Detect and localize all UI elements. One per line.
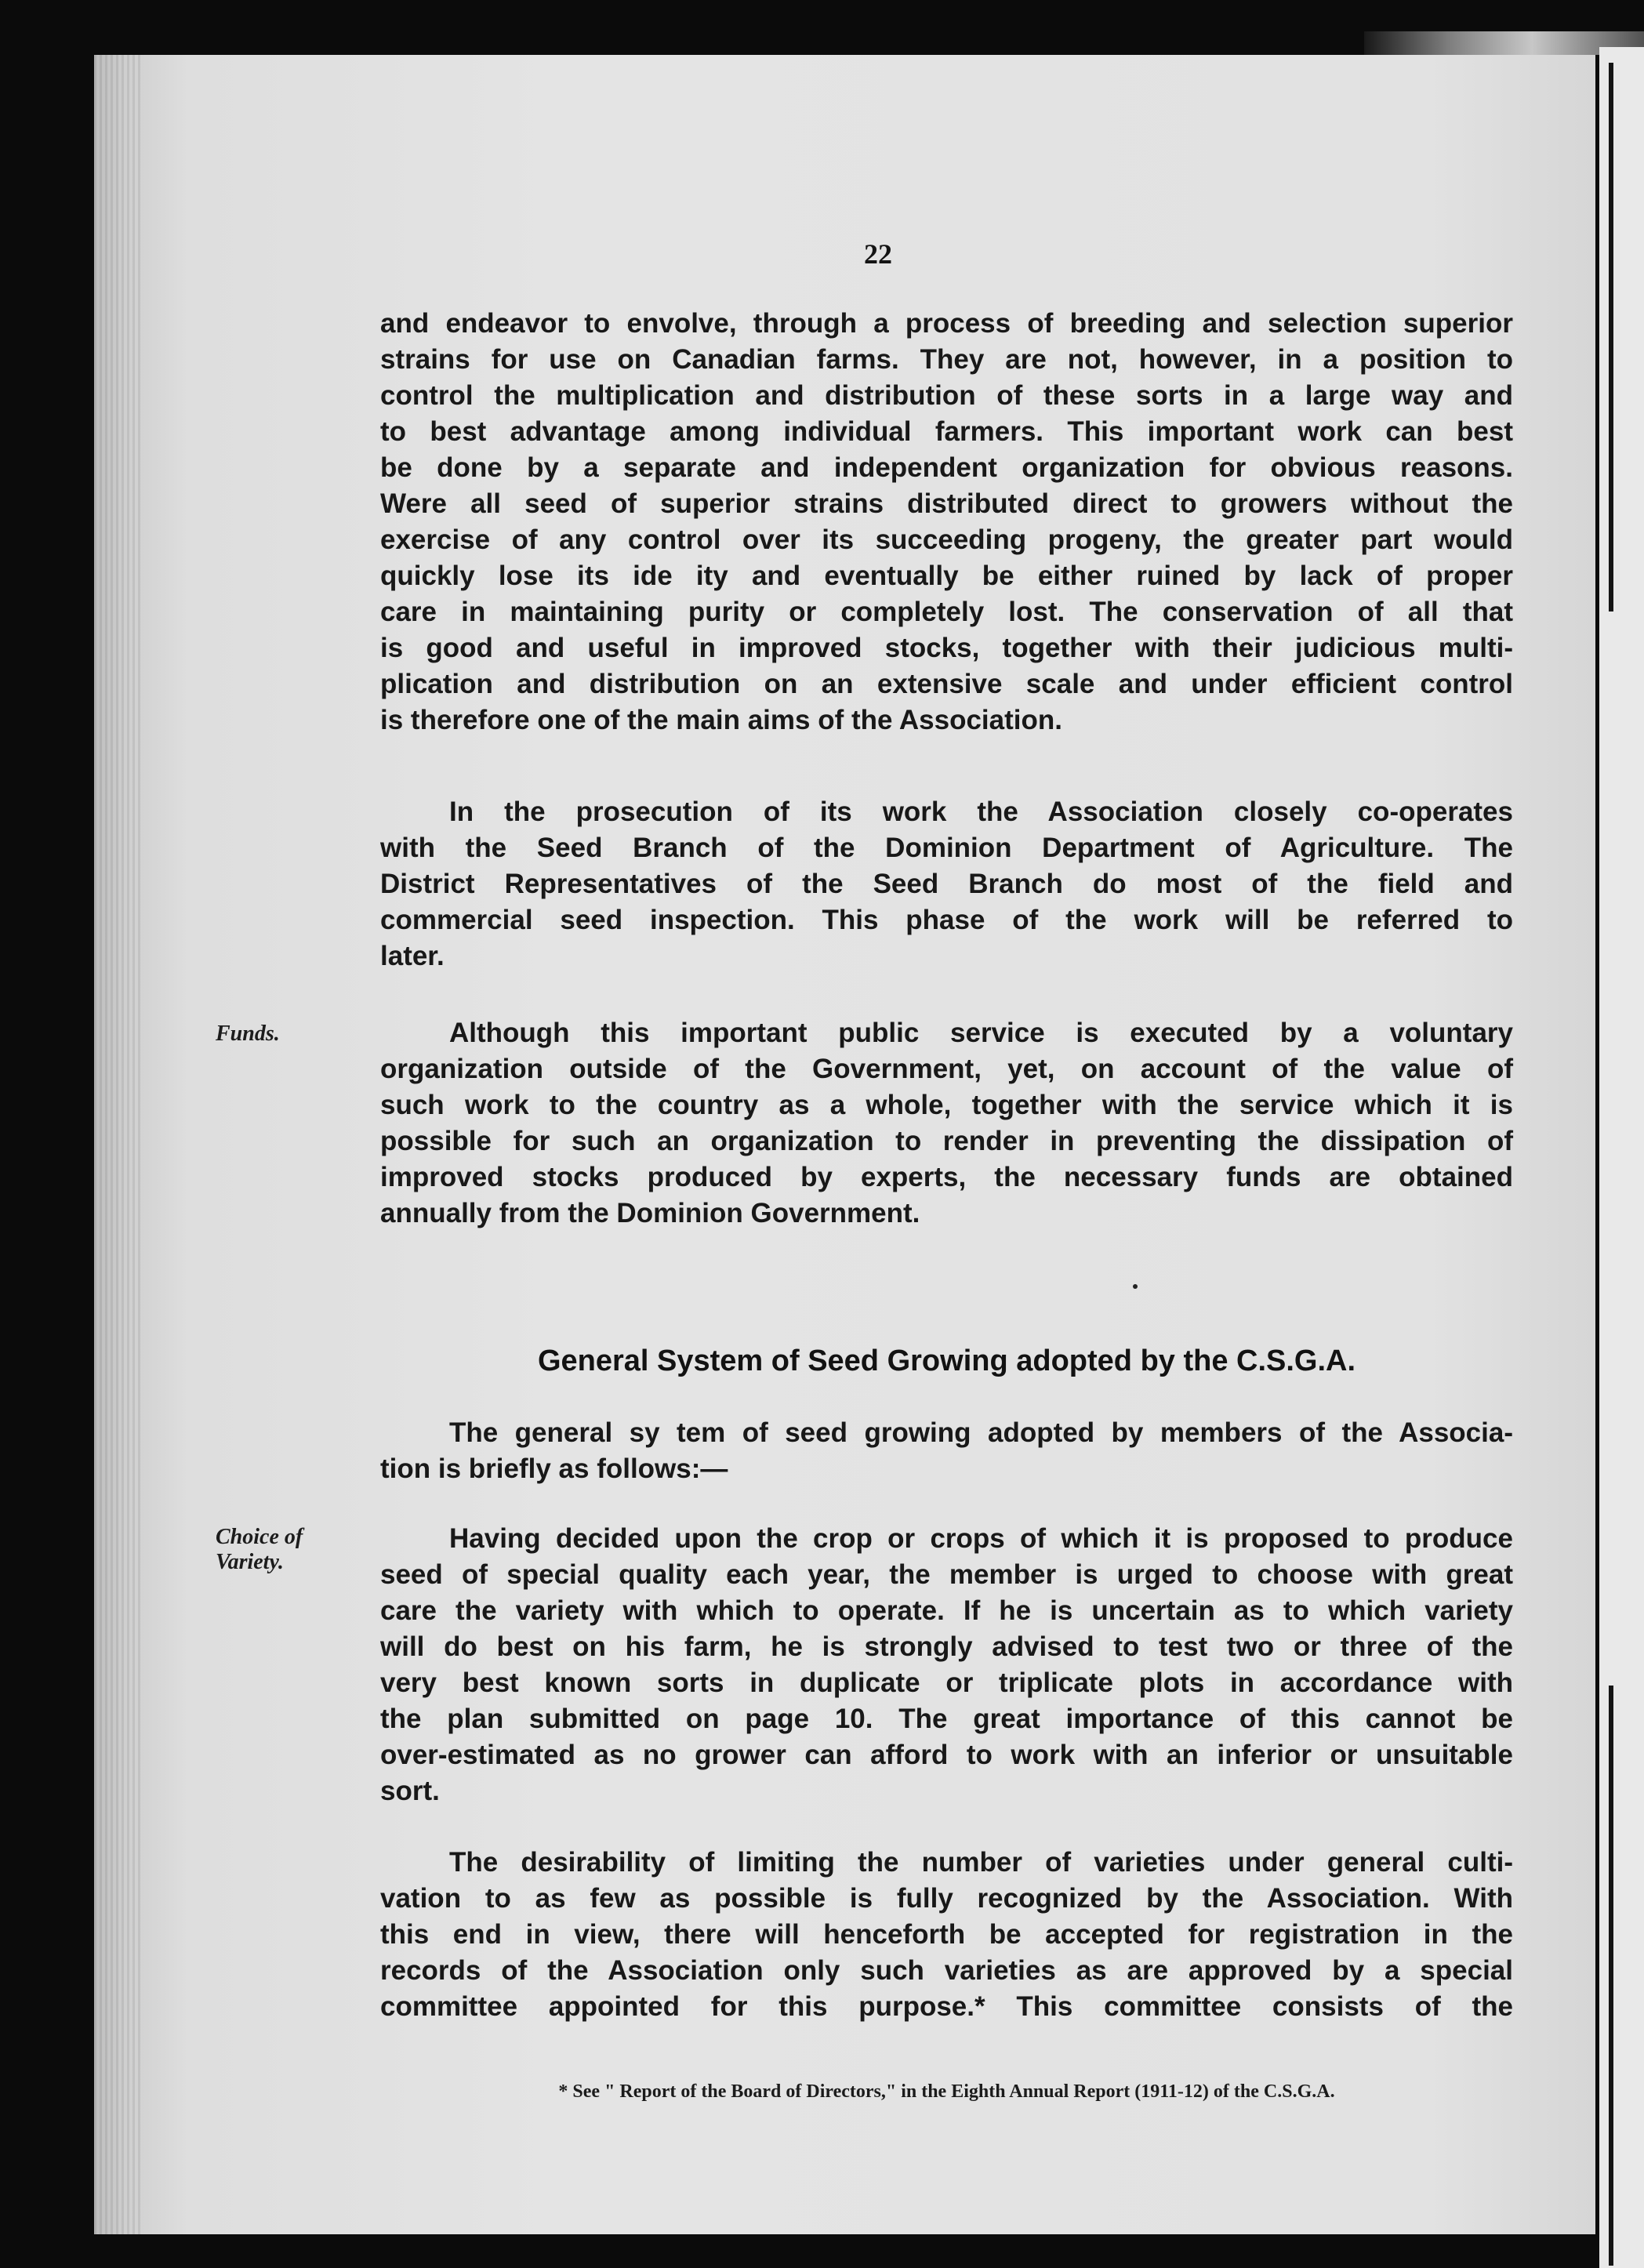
text-line: control the multiplication and distribution of these sorts in a large way and [380,380,1513,411]
text-line: committee appointed for this purpose.* This committee consists of the [380,1991,1513,2022]
edge-shadow [1609,63,1613,611]
paragraph-funds [380,1015,1513,1232]
text-line: very best known sorts in duplicate or triplicate plots in accordance with [380,1667,1513,1698]
text-line: Having decided upon the crop or crops of which it is proposed to produce [449,1523,1513,1554]
text-line: care the variety with which to operate. If he is uncertain as to which variety [380,1595,1513,1626]
text-line: such work to the country as a whole, together with the service which it is [380,1090,1513,1120]
document-page [94,55,1595,2234]
paragraph-choice-of-variety [380,1521,1513,1809]
paragraph-varieties [380,1845,1513,2025]
gutter-shadow [94,55,141,2234]
text-line: organization outside of the Government, yet, on account of the value of [380,1054,1513,1084]
margin-note-funds: Funds. [216,1022,280,1046]
text-line: will do best on his farm, he is strongly advised to test two or three of the [380,1631,1513,1662]
text-line: to best advantage among individual farmers. This important work can best [380,416,1513,447]
text-line: The general sy tem of seed growing adopted by members of the Associa- [449,1417,1513,1448]
text-line: The desirability of limiting the number of varieties under general culti- [449,1847,1513,1878]
paragraph-intro [380,1415,1513,1487]
text-line: the plan submitted on page 10. The great importance of this cannot be [380,1704,1513,1734]
text-line: In the prosecution of its work the Association closely co-operates [449,797,1513,827]
text-line: improved stocks produced by experts, the necessary funds are obtained [380,1162,1513,1192]
text-line: quickly lose its ide ity and eventually be either ruined by lack of proper [380,561,1513,591]
edge-shadow [1609,1686,1613,2266]
text-line: records of the Association only such varieties as are approved by a special [380,1955,1513,1986]
text-line: be done by a separate and independent organization for obvious reasons. [380,452,1513,483]
text-line: seed of special quality each year, the member is urged to choose with great [380,1559,1513,1590]
footnote: * See " Report of the Board of Directors," in the Eighth Annual Report (1911-12) of the C.S.G.A. [558,2081,1335,2102]
text-line: vation to as few as possible is fully recognized by the Association. With [380,1883,1513,1914]
text-line: and endeavor to envolve, through a process of breeding and selection superior [380,308,1513,339]
print-speck [1133,1284,1138,1289]
text-line: is good and useful in improved stocks, together with their judicious multi- [380,633,1513,663]
text-line: later. [380,941,445,971]
text-line: annually from the Dominion Government. [380,1198,920,1228]
text-line: with the Seed Branch of the Dominion Department of Agriculture. The [380,833,1513,863]
text-line: exercise of any control over its succeeding progeny, the greater part would [380,524,1513,555]
text-line: sort. [380,1776,440,1806]
text-line: possible for such an organization to render in preventing the dissipation of [380,1126,1513,1156]
page-number: 22 [864,238,892,270]
text-line: this end in view, there will henceforth be accepted for registration in the [380,1919,1513,1950]
paragraph-1 [380,306,1513,738]
text-line: District Representatives of the Seed Branch do most of the field and [380,869,1513,899]
text-line: care in maintaining purity or completely lost. The conservation of all that [380,597,1513,627]
section-heading: General System of Seed Growing adopted by the C.S.G.A. [537,1344,1356,1377]
text-line: tion is briefly as follows:— [380,1453,728,1484]
text-line: strains for use on Canadian farms. They are not, however, in a position to [380,344,1513,375]
text-line: Were all seed of superior strains distributed direct to growers without the [380,488,1513,519]
text-line: commercial seed inspection. This phase of the work will be referred to [380,905,1513,935]
text-line: is therefore one of the main aims of the Association. [380,705,1062,735]
paragraph-2 [380,794,1513,974]
text-line: Although this important public service is executed by a voluntary [449,1018,1513,1048]
text-line: plication and distribution on an extensive scale and under efficient control [380,669,1513,699]
adjacent-page-edge [1599,47,1644,2268]
margin-note-choice-of-variety: Choice of Variety. [216,1525,303,1574]
text-line: over-estimated as no grower can afford to work with an inferior or unsuitable [380,1740,1513,1770]
